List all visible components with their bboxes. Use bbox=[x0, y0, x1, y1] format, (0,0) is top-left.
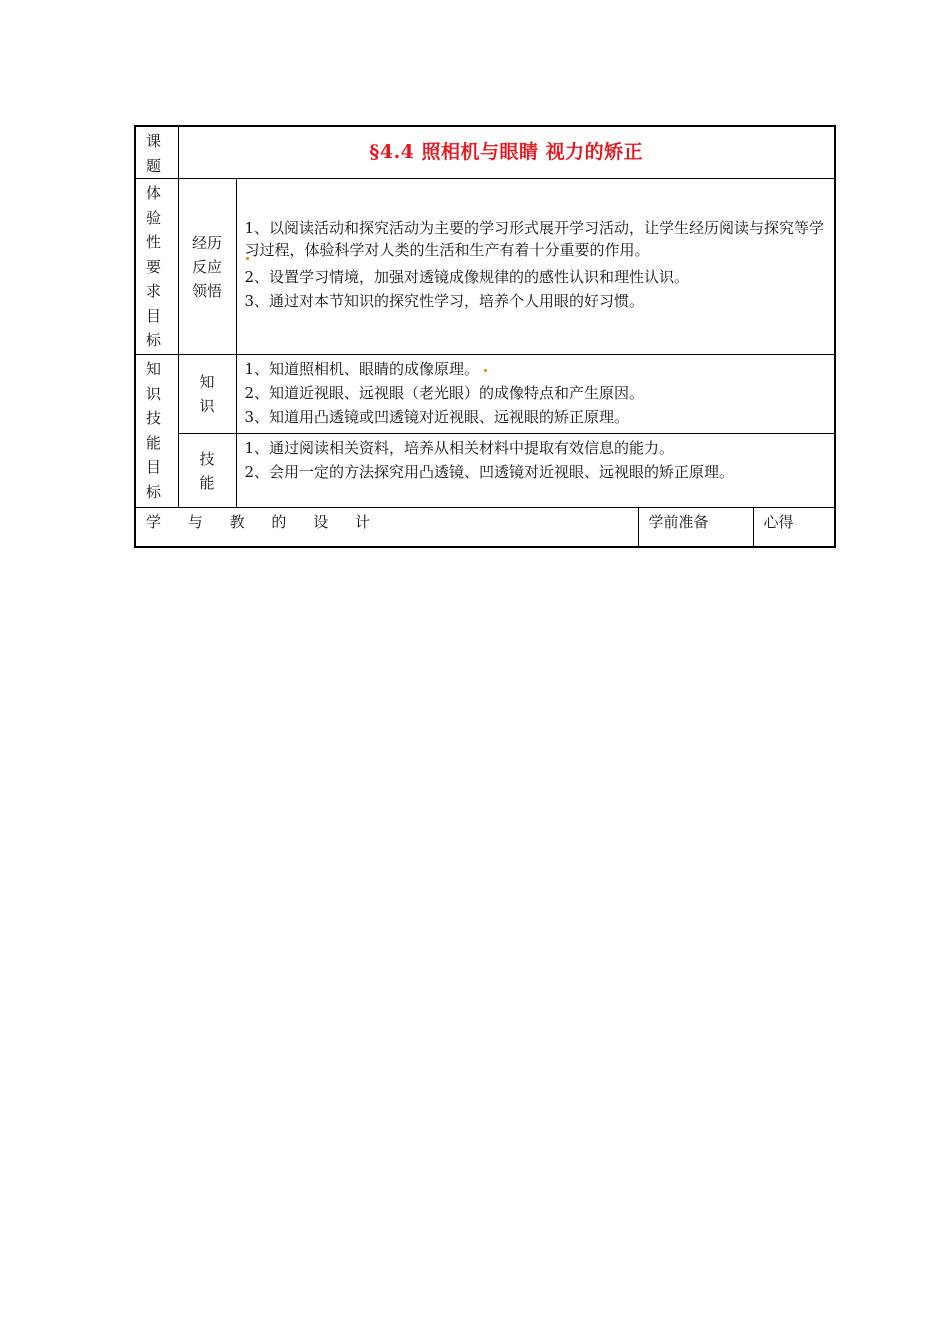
row-skill bbox=[135, 434, 835, 508]
label-experience-goals: 体 验 性 要 求 目 标 bbox=[135, 179, 178, 355]
experience-item: 1、以阅读活动和探究活动为主要的学习形式展开学习活动，让学生经历阅读与探究等学习过程，体验科学对人类的生活和生产有着十分重要的作用。 bbox=[244, 219, 825, 259]
sublabel-knowledge: 知 识 bbox=[178, 355, 236, 434]
lesson-plan-table bbox=[134, 125, 836, 548]
experience-content bbox=[236, 179, 835, 355]
row-title bbox=[135, 126, 835, 179]
prep-header: 学前准备 bbox=[638, 508, 753, 548]
skill-item: 1、通过阅读相关资料，培养从相关材料中提取有效信息的能力。 bbox=[244, 439, 675, 457]
knowledge-item: 3、知道用凸透镜或凹透镜对近视眼、远视眼的矫正原理。 bbox=[244, 408, 630, 426]
label-knowledge-skill-goals: 知 识 技 能 目 标 bbox=[135, 355, 178, 508]
page-title: §4.4 照相机与眼睛 视力的矫正 bbox=[369, 140, 644, 163]
row-footer bbox=[135, 508, 835, 548]
label-topic: 课 题 bbox=[135, 126, 178, 179]
skill-item: 2、会用一定的方法探究用凸透镜、凹透镜对近视眼、远视眼的矫正原理。 bbox=[244, 463, 735, 481]
experience-item: 2、设置学习情境，加强对透镜成像规律的的感性认识和理性认识。 bbox=[244, 268, 690, 286]
title-cell bbox=[178, 126, 835, 179]
knowledge-item: 1、知道照相机、眼睛的成像原理。 bbox=[245, 357, 829, 381]
notes-header: 心得 bbox=[753, 508, 835, 548]
sublabel-experience: 经历 反应 领悟 bbox=[178, 179, 236, 355]
skill-content bbox=[236, 434, 835, 508]
sublabel-skill: 技 能 bbox=[178, 434, 236, 508]
marker-dot bbox=[484, 369, 487, 372]
knowledge-content bbox=[236, 355, 835, 434]
experience-item: 3、通过对本节知识的探究性学习，培养个人用眼的好习惯。 bbox=[244, 292, 645, 310]
design-header: 学 与 教 的 设 计 bbox=[135, 508, 638, 548]
row-experience bbox=[135, 179, 835, 355]
knowledge-item: 2、知道近视眼、远视眼（老光眼）的成像特点和产生原因。 bbox=[244, 384, 645, 402]
row-knowledge bbox=[135, 355, 835, 434]
